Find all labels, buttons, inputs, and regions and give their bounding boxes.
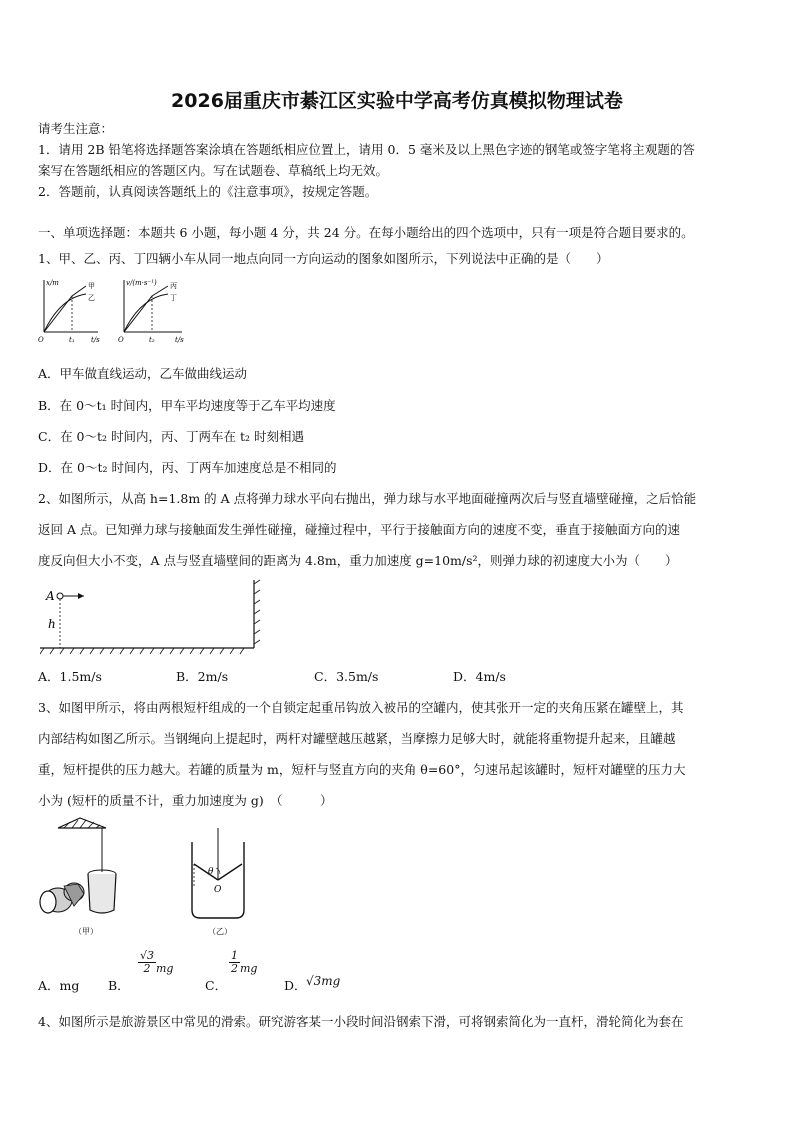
option-c-denominator: 2 [231, 962, 238, 975]
hook-figure-yi [178, 824, 258, 938]
angle-theta-label: θ [208, 867, 214, 877]
question-3-line-1: 3、如图甲所示，将由两根短杆组成的一个自锁定起重吊钩放入被吊的空罐内，使其张开一定的夹角压紧在罐壁上，其 [38, 700, 684, 715]
page-title: 2026届重庆市綦江区实验中学高考仿真模拟物理试卷 [171, 90, 623, 112]
question-3-line-4: 小为 (短杆的质量不计，重力加速度为 g) （ ） [38, 793, 333, 808]
question-3-option-d: D． [284, 978, 307, 993]
graph-x-t [36, 276, 106, 344]
question-1-option-b: B．在 0～t₁ 时间内，甲车平均速度等于乙车平均速度 [38, 398, 336, 413]
graph-x-t-ylabel: x/m [46, 279, 59, 287]
graph-x-t-origin: O [38, 336, 44, 344]
height-h-label: h [48, 617, 56, 631]
graph-v-t-origin: O [118, 336, 124, 344]
notice-heading: 请考生注意： [38, 121, 114, 136]
option-d-value: √3mg [306, 974, 341, 988]
option-c-unit: mg [240, 962, 258, 975]
question-1-stem: 1、甲、乙、丙、丁四辆小车从同一地点向同一方向运动的图象如图所示，下列说法中正确的是（ ） [38, 251, 609, 266]
question-3-option-b: B． [108, 978, 130, 993]
option-c-fraction [229, 950, 240, 975]
section-heading: 一、单项选择题：本题共 6 小题，每小题 4 分，共 24 分。在每小题给出的四个选项中，只有一项是符合题目要求的。 [38, 225, 694, 240]
question-2-line-3: 度反向但大小不变，A 点与竖直墙壁间的距离为 4.8m，重力加速度 g=10m/s²，则弹力球的初速度大小为（ ） [38, 553, 678, 568]
graph-v-t-xlabel: t/s [175, 336, 184, 344]
graph-x-t-label-yi: 乙 [88, 294, 95, 302]
question-3-line-3: 重，短杆提供的压力越大。若罐的质量为 m，短杆与竖直方向的夹角 θ=60°，匀速吊起该罐时，短杆对罐壁的压力大 [38, 762, 686, 777]
notice-item-1-line-1: 1．请用 2B 铅笔将选择题答案涂填在答题纸相应位置上，请用 0．5 毫米及以上黑色字迹的钢笔或签字笔将主观题的答 [38, 142, 695, 157]
pivot-o-label: O [214, 885, 222, 895]
question-1-option-d: D．在 0～t₂ 时间内，丙、丁两车加速度总是不相同的 [38, 460, 337, 475]
question-3-option-c: C． [205, 978, 228, 993]
graph-x-t-label-jia: 甲 [88, 282, 95, 290]
option-b-fraction [138, 950, 156, 975]
question-2-line-2: 返回 A 点。已知弹力球与接触面发生弹性碰撞，碰撞过程中，平行于接触面方向的速度不变，垂直于接触面方向的速 [38, 522, 680, 537]
figure-jia-caption: （甲） [74, 927, 98, 936]
notice-item-2: 2．答题前，认真阅读答题纸上的《注意事项》，按规定答题。 [38, 184, 378, 199]
graph-v-t-label-bing: 丙 [170, 282, 177, 290]
question-2-option-b: B．2m/s [176, 669, 229, 684]
question-1-option-a: A．甲车做直线运动，乙车做曲线运动 [38, 366, 248, 381]
graph-v-t [116, 276, 192, 344]
option-b-denominator: 2 [143, 962, 151, 975]
option-b-numerator: √3 [140, 949, 155, 962]
notice-item-1-line-2: 案写在答题纸相应的答题区内。写在试题卷、草稿纸上均无效。 [38, 163, 389, 178]
graph-x-t-xlabel: t/s [91, 336, 100, 344]
graph-x-t-tick: t₁ [69, 336, 75, 344]
question-2-option-a: A．1.5m/s [38, 669, 102, 684]
question-2-line-1: 2、如图所示，从高 h=1.8m 的 A 点将弹力球水平向右抛出，弹力球与水平地面碰撞两次后与竖直墙壁碰撞，之后恰能 [38, 491, 697, 506]
question-2-option-c: C．3.5m/s [314, 669, 379, 684]
graph-v-t-tick: t₂ [149, 336, 155, 344]
option-c-numerator: 1 [231, 949, 238, 962]
graph-v-t-label-ding: 丁 [170, 294, 177, 302]
question-1-option-c: C．在 0～t₂ 时间内，丙、丁两车在 t₂ 时刻相遇 [38, 429, 304, 444]
question-2-option-d: D．4m/s [453, 669, 506, 684]
question-3-line-2: 内部结构如图乙所示。当钢绳向上提起时，两杆对罐壁越压越紧，当摩擦力足够大时，就能将重物提升起来，且罐越 [38, 731, 676, 746]
figure-yi-caption: （乙） [208, 927, 232, 936]
projectile-wall-diagram [40, 578, 270, 658]
point-a-label: A [46, 589, 55, 603]
crane-figure-jia [34, 814, 134, 938]
question-3-option-a: A．mg [38, 978, 80, 993]
graph-v-t-ylabel: v/(m·s⁻¹) [126, 279, 157, 287]
option-b-unit: mg [156, 962, 174, 975]
question-4-line-1: 4、如图所示是旅游景区中常见的滑索。研究游客某一小段时间沿钢索下滑，可将钢索简化为一直杆，滑轮简化为套在 [38, 1014, 684, 1029]
